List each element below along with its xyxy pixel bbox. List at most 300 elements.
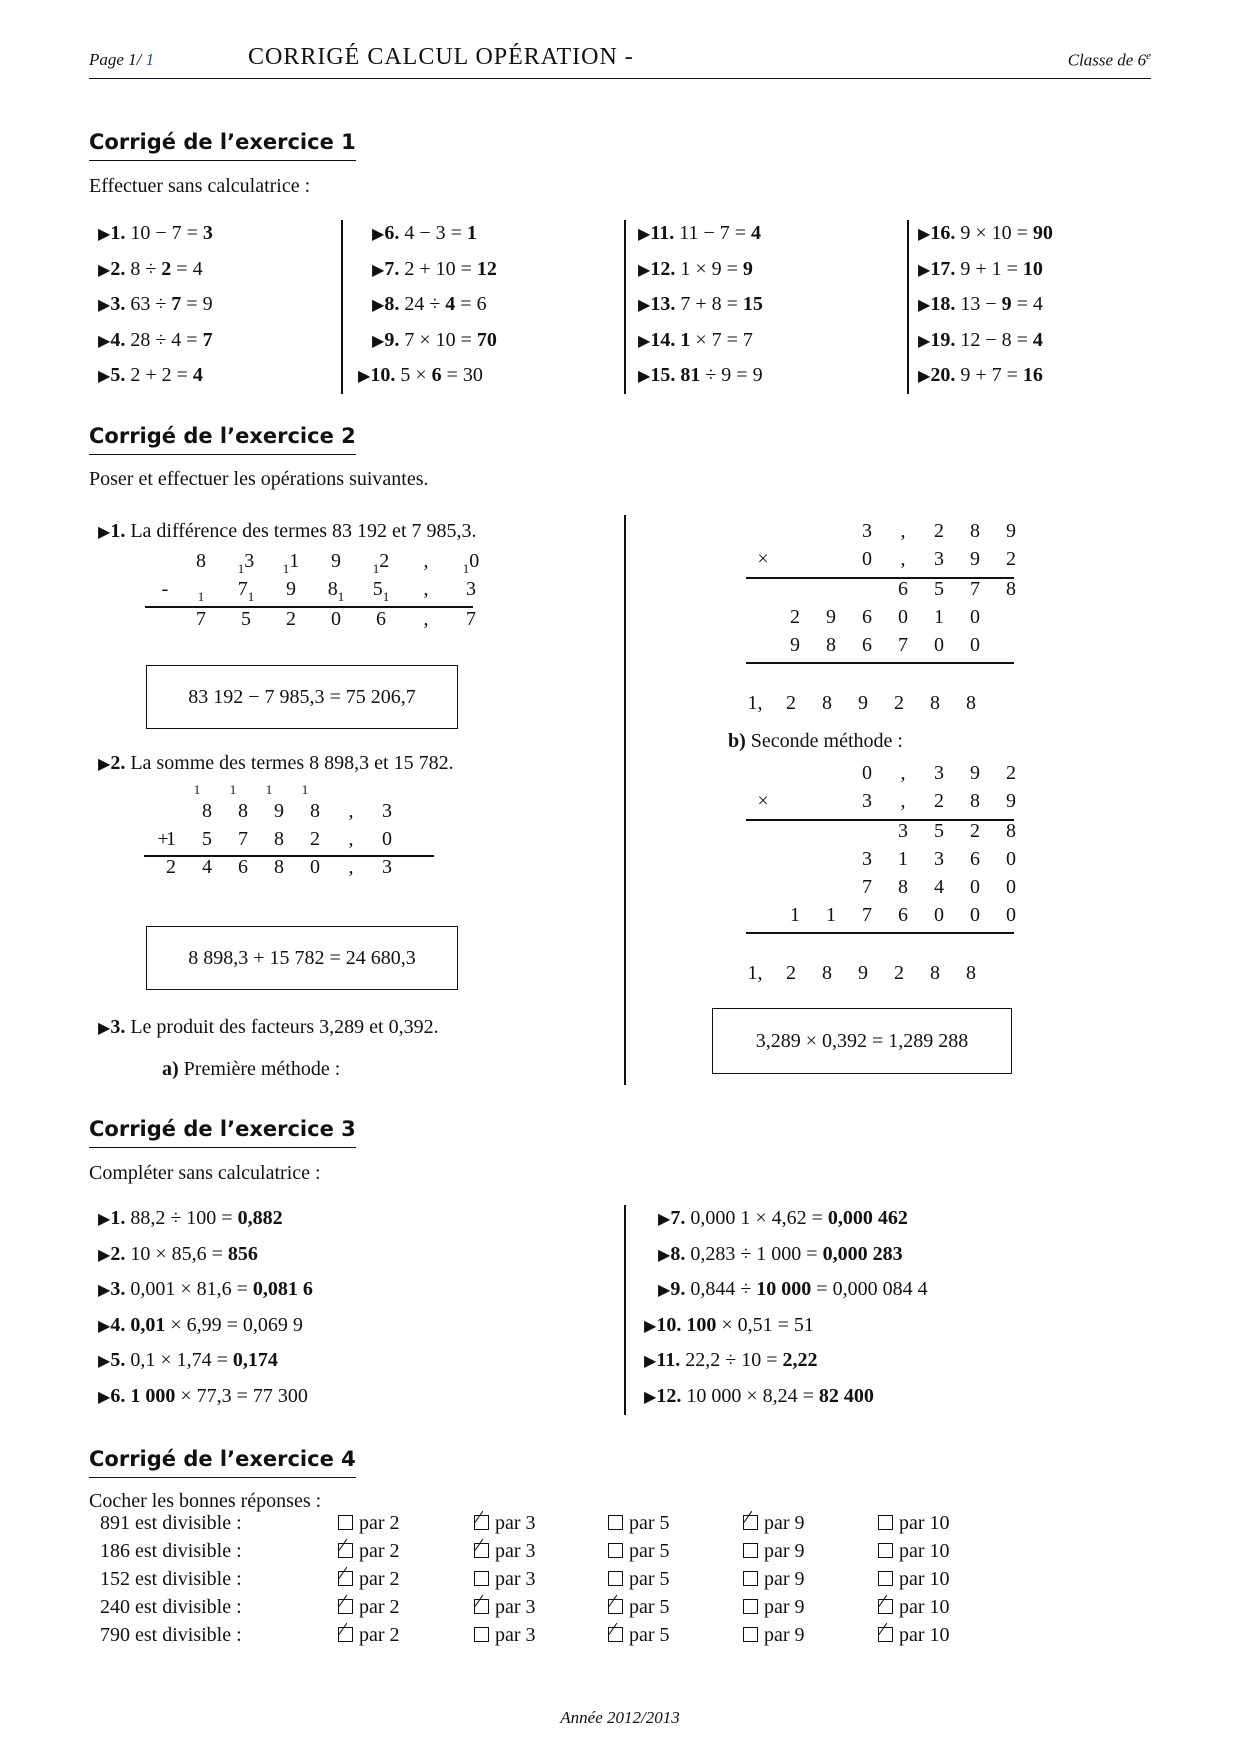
ex1-divider-2 <box>624 220 626 394</box>
partial-product-digit: 1 <box>898 848 908 870</box>
addend-digit: 8 <box>238 800 248 822</box>
triangle-bullet-icon: ▶ <box>638 332 651 350</box>
divisibility-checkbox-option[interactable] <box>474 1624 536 1647</box>
empty-box-icon[interactable] <box>878 1571 893 1586</box>
digit: , <box>423 550 429 572</box>
expression-text: 10 − 7 = <box>130 222 203 244</box>
addend-digit: 2 <box>310 828 320 850</box>
factor-digit: , <box>900 762 906 784</box>
answer-value: 90 <box>1032 222 1053 244</box>
expression-text: 0,000 1 × 4,62 = <box>690 1207 828 1229</box>
empty-box-icon[interactable] <box>608 1515 623 1530</box>
divisibility-checkbox-option[interactable] <box>743 1624 805 1647</box>
expression-text: = 0,000 084 4 <box>811 1278 928 1300</box>
option-label: par 5 <box>629 1596 670 1618</box>
expression-text: 24 ÷ <box>404 293 446 315</box>
triangle-bullet-icon: ▶ <box>98 332 111 350</box>
option-label: par 9 <box>764 1596 805 1618</box>
ex3-item <box>98 1314 303 1337</box>
partial-product-digit: 6 <box>970 848 980 870</box>
option-label: par 3 <box>495 1624 536 1646</box>
partial-product-digit: 5 <box>934 820 944 842</box>
expression-text: = 6 <box>455 293 487 315</box>
operation-sign: - <box>161 578 169 600</box>
triangle-bullet-icon: ▶ <box>918 261 931 279</box>
ex1-item <box>638 293 763 316</box>
expression-text: 2 + 10 = <box>404 257 477 280</box>
product-digit: 9 <box>858 692 868 714</box>
product-digit: 2 <box>786 962 796 984</box>
item-label: 6. <box>110 1384 126 1407</box>
expression-text: 7 + 8 = <box>680 293 743 315</box>
divisibility-checkbox-option[interactable] <box>474 1512 536 1535</box>
option-label: par 2 <box>359 1624 400 1646</box>
divisibility-checkbox-option[interactable] <box>338 1540 400 1563</box>
empty-box-icon[interactable] <box>608 1571 623 1586</box>
partial-product-digit: 3 <box>898 820 908 842</box>
ex3-item <box>658 1243 903 1266</box>
addend-digit: 8 <box>274 828 284 850</box>
empty-box-icon[interactable] <box>474 1627 489 1642</box>
divisibility-checkbox-option[interactable] <box>474 1540 536 1563</box>
expression-text: × 7 = 7 <box>690 328 753 351</box>
difference-digit: 0 <box>331 608 341 630</box>
answer-value: 0,174 <box>232 1349 278 1371</box>
divisibility-checkbox-option[interactable] <box>338 1568 400 1591</box>
factor-digit: , <box>900 548 906 570</box>
partial-product-digit: 0 <box>1006 904 1016 926</box>
checked-box-icon[interactable] <box>608 1599 623 1614</box>
item-label: 7. <box>670 1207 686 1229</box>
checked-box-icon[interactable] <box>878 1627 893 1642</box>
item-label: 8. <box>670 1242 686 1265</box>
expression-text: 1 × 9 = <box>680 257 743 280</box>
multiplication-second-method <box>747 762 1030 984</box>
answer-value: 4 <box>751 222 762 244</box>
ex1-item <box>372 329 497 352</box>
answer-value: 1 <box>466 222 477 244</box>
addend-digit: 3 <box>382 800 392 822</box>
factor-digit: 3 <box>934 762 944 784</box>
digit: 3 <box>244 550 255 572</box>
expression-text: × 0,51 = 51 <box>716 1313 814 1336</box>
ex3-item <box>98 1349 278 1372</box>
page-total-link[interactable]: 1 <box>145 50 155 69</box>
option-label: par 9 <box>764 1540 805 1562</box>
difference-digit: 7 <box>466 608 476 630</box>
ex3-item <box>644 1349 817 1372</box>
triangle-bullet-icon: ▶ <box>644 1353 657 1370</box>
carry-digit: 1 <box>193 782 201 797</box>
ex1-item <box>98 329 213 352</box>
carry-digit: 1 <box>197 589 205 604</box>
answer-value: 81 <box>680 364 701 386</box>
partial-product-digit: 2 <box>970 820 980 842</box>
checked-box-icon[interactable] <box>338 1627 353 1642</box>
ex2-q2-result-box: 8 898,3 + 15 782 = 24 680,3 <box>146 926 458 990</box>
option-label: par 3 <box>495 1568 536 1590</box>
divisibility-checkbox-option[interactable] <box>743 1540 805 1563</box>
ex2-q1: ▶1. La différence des termes 83 192 et 7 985,3. <box>98 520 477 542</box>
triangle-bullet-icon: ▶ <box>644 1317 657 1335</box>
subtrahend-digit <box>451 578 491 601</box>
divisibility-checkbox-option[interactable] <box>743 1596 805 1619</box>
ex2-q2: ▶2. La somme des termes 8 898,3 et 15 782. <box>98 752 454 774</box>
triangle-bullet-icon: ▶ <box>918 368 931 385</box>
triangle-bullet-icon: ▶ <box>918 226 931 243</box>
sum-digit: 8 <box>274 856 284 878</box>
item-label: 6. <box>384 222 400 244</box>
partial-product-digit: 8 <box>826 634 836 656</box>
triangle-bullet-icon: ▶ <box>98 297 111 314</box>
ex1-title: Corrigé de l’exercice 1 <box>89 130 356 161</box>
expression-text: = 4 <box>171 257 203 280</box>
digit: , <box>423 578 429 600</box>
factor-digit: 2 <box>1006 548 1016 570</box>
divisibility-checkbox-option[interactable] <box>474 1568 536 1591</box>
expression-text: 22,2 ÷ 10 = <box>685 1349 783 1371</box>
partial-product-digit: 4 <box>934 876 944 898</box>
expression-text: 0,001 × 81,6 = <box>130 1278 253 1300</box>
ex2-divider <box>624 515 626 1085</box>
answer-value: 10 000 <box>756 1278 812 1300</box>
checked-box-icon[interactable] <box>474 1543 489 1558</box>
item-label: 5. <box>110 364 126 386</box>
item-label: 4. <box>110 1313 126 1336</box>
ex1-item <box>918 222 1053 245</box>
ex4-instruction: Cocher les bonnes réponses : <box>89 1490 322 1512</box>
partial-product-digit: 7 <box>862 904 872 926</box>
operation-sign: × <box>757 790 769 812</box>
ex1-item <box>638 222 761 245</box>
expression-text: 88,2 ÷ 100 = <box>130 1207 238 1229</box>
item-label: 4. <box>110 328 126 351</box>
item-label: 15. <box>650 364 676 386</box>
partial-product-digit: 0 <box>970 634 980 656</box>
addend-digit: , <box>348 800 354 822</box>
item-label: 1. <box>110 222 126 244</box>
checked-box-icon[interactable] <box>743 1515 758 1530</box>
checked-box-icon[interactable] <box>608 1627 623 1642</box>
option-label: par 5 <box>629 1540 670 1562</box>
subtrahend-digit <box>226 578 266 604</box>
answer-value: 10 <box>1022 257 1043 280</box>
divisibility-checkbox-option[interactable] <box>608 1568 670 1591</box>
subtrahend-digit <box>361 578 401 604</box>
triangle-bullet-icon: ▶ <box>372 297 385 314</box>
divisibility-checkbox-option[interactable] <box>608 1512 670 1535</box>
empty-box-icon[interactable] <box>878 1515 893 1530</box>
partial-product-digit: 0 <box>934 634 944 656</box>
divisibility-checkbox-option[interactable] <box>878 1624 950 1647</box>
multiplication-rule <box>746 932 1014 934</box>
ex2-q3: ▶3. Le produit des facteurs 3,289 et 0,392. <box>98 1016 439 1038</box>
partial-product-digit: 7 <box>898 634 908 656</box>
item-label: 20. <box>930 364 956 386</box>
triangle-bullet-icon: ▶ <box>98 226 111 243</box>
ex2-q3-result-box: 3,289 × 0,392 = 1,289 288 <box>712 1008 1012 1074</box>
divisibility-checkbox-option[interactable] <box>608 1540 670 1563</box>
subtrahend-digit <box>316 578 356 604</box>
divisibility-checkbox-option[interactable] <box>878 1512 950 1535</box>
carry-digit: 1 <box>247 589 255 604</box>
ex1-item <box>372 258 497 281</box>
digit: 1 <box>289 550 300 572</box>
partial-product-digit: 8 <box>1006 820 1016 842</box>
product-digit: 1, <box>747 962 763 984</box>
expression-text: 4 − 3 = <box>404 222 467 244</box>
item-label: 1. <box>110 1207 126 1229</box>
checked-box-icon[interactable] <box>338 1571 353 1586</box>
ex3-instruction: Compléter sans calculatrice : <box>89 1162 321 1184</box>
minuend-digit <box>181 550 221 573</box>
item-label: 2. <box>110 257 126 280</box>
divisibility-checkbox-option[interactable] <box>743 1568 805 1591</box>
product-digit: 8 <box>966 962 976 984</box>
addend-digit: 8 <box>202 800 212 822</box>
empty-box-icon[interactable] <box>878 1543 893 1558</box>
answer-value: 4 <box>192 364 203 386</box>
divisibility-row-label: 790 est divisible : <box>100 1624 242 1646</box>
triangle-bullet-icon: ▶ <box>372 332 385 350</box>
digit: 0 <box>469 550 480 572</box>
addition-operation <box>150 782 450 900</box>
partial-product-digit: 1 <box>790 904 800 926</box>
triangle-bullet-icon: ▶ <box>658 1246 671 1264</box>
divisibility-checkbox-option[interactable] <box>743 1512 805 1535</box>
option-label: par 10 <box>899 1568 950 1590</box>
item-label: 11. <box>656 1349 681 1371</box>
item-label: 7. <box>384 257 400 280</box>
sum-digit: 2 <box>166 856 176 878</box>
item-label: 2. <box>110 1242 126 1265</box>
carry-digit: 1 <box>337 589 345 604</box>
expression-text: × 77,3 = 77 300 <box>175 1384 308 1407</box>
factor-digit: 8 <box>970 520 980 542</box>
answer-value: 12 <box>476 257 497 280</box>
answer-value: 2,22 <box>782 1349 818 1371</box>
answer-value: 15 <box>742 293 763 315</box>
triangle-bullet-icon: ▶ <box>98 1211 111 1228</box>
factor-digit: 3 <box>862 790 872 812</box>
expression-text: 12 − 8 = <box>960 328 1033 351</box>
empty-box-icon[interactable] <box>743 1627 758 1642</box>
expression-text: 0,283 ÷ 1 000 = <box>690 1242 823 1265</box>
checked-box-icon[interactable] <box>474 1599 489 1614</box>
answer-value: 9 <box>742 257 753 280</box>
difference-digit: 6 <box>376 608 386 630</box>
expression-text: 2 + 2 = <box>130 364 193 386</box>
partial-product-digit: 8 <box>898 876 908 898</box>
checked-box-icon[interactable] <box>338 1599 353 1614</box>
divisibility-checkbox-option[interactable] <box>878 1540 950 1563</box>
item-label: 3. <box>110 1278 126 1300</box>
sum-digit: 3 <box>382 856 392 878</box>
difference-digit: 7 <box>196 608 206 630</box>
carry-digit: 1 <box>229 782 237 797</box>
factor-digit: 8 <box>970 790 980 812</box>
triangle-bullet-icon: ▶ <box>98 368 111 385</box>
digit: 8 <box>196 550 206 572</box>
expression-text: × 6,99 = 0,069 9 <box>165 1313 303 1336</box>
sum-digit: 6 <box>238 856 248 878</box>
option-label: par 3 <box>495 1596 536 1618</box>
expression-text: 13 − <box>960 293 1002 315</box>
checked-box-icon[interactable] <box>338 1543 353 1558</box>
empty-box-icon[interactable] <box>743 1571 758 1586</box>
minuend-digit <box>316 550 356 573</box>
ex1-divider-3 <box>907 220 909 394</box>
answer-value: 9 <box>1001 293 1012 315</box>
item-label: 12. <box>650 257 676 280</box>
expression-text: = 30 <box>441 364 483 386</box>
partial-product-digit: 7 <box>862 876 872 898</box>
digit: 5 <box>372 578 383 600</box>
triangle-bullet-icon: ▶ <box>638 226 651 243</box>
answer-value: 3 <box>202 222 213 244</box>
ex1-item <box>638 364 763 387</box>
expression-text: 11 − 7 = <box>679 222 752 244</box>
addend-digit: 8 <box>310 800 320 822</box>
factor-digit: 2 <box>1006 762 1016 784</box>
digit: 9 <box>286 578 296 600</box>
empty-box-icon[interactable] <box>338 1515 353 1530</box>
item-label: 8. <box>384 293 400 315</box>
answer-value: 0,01 <box>130 1313 166 1336</box>
digit: 9 <box>331 550 341 572</box>
product-digit: 8 <box>930 692 940 714</box>
triangle-bullet-icon: ▶ <box>658 1282 671 1299</box>
ex1-item <box>918 258 1043 281</box>
partial-product-digit: 6 <box>862 634 872 656</box>
answer-value: 0,081 6 <box>252 1278 313 1300</box>
multiplication-rule <box>746 662 1014 664</box>
item-label: 13. <box>650 293 676 315</box>
answer-value: 70 <box>476 328 497 351</box>
expression-text: 9 + 1 = <box>960 257 1023 280</box>
product-digit: 2 <box>894 962 904 984</box>
expression-text: = 9 <box>181 293 213 315</box>
minuend-digit <box>226 550 266 576</box>
addend-digit: 7 <box>238 828 248 850</box>
addend-digit: 1 <box>166 828 176 850</box>
addend-digit: 9 <box>274 800 284 822</box>
item-label: 11. <box>650 222 675 244</box>
product-digit: 8 <box>966 692 976 714</box>
expression-text: 28 ÷ 4 = <box>130 328 203 351</box>
factor-digit: 9 <box>970 548 980 570</box>
divisibility-checkbox-option[interactable] <box>608 1624 670 1647</box>
answer-value: 2 <box>161 257 172 280</box>
ex1-item <box>358 364 483 387</box>
answer-value: 856 <box>227 1242 258 1265</box>
carry-digit: 1 <box>301 782 309 797</box>
item-label: 9. <box>384 328 400 351</box>
option-label: par 5 <box>629 1512 670 1534</box>
checked-box-icon[interactable] <box>474 1515 489 1530</box>
empty-box-icon[interactable] <box>743 1543 758 1558</box>
operation-sign: + <box>157 828 169 850</box>
item-label: 10. <box>370 364 396 386</box>
divisibility-checkbox-option[interactable] <box>878 1596 950 1619</box>
product-digit: 1, <box>747 692 763 714</box>
factor-digit: , <box>900 790 906 812</box>
empty-box-icon[interactable] <box>608 1543 623 1558</box>
triangle-bullet-icon: ▶ <box>98 1353 111 1370</box>
addend-digit: 5 <box>202 828 212 850</box>
ex3-item <box>98 1207 283 1230</box>
option-label: par 9 <box>764 1512 805 1534</box>
partial-product-digit: 6 <box>862 606 872 628</box>
expression-text: 8 ÷ <box>130 257 162 280</box>
partial-product-digit: 1 <box>826 904 836 926</box>
option-label: par 10 <box>899 1540 950 1562</box>
partial-product-digit: 1 <box>934 606 944 628</box>
digit: 7 <box>237 578 248 600</box>
divisibility-checkbox-option[interactable] <box>338 1596 400 1619</box>
factor-digit: 2 <box>934 520 944 542</box>
divisibility-checkbox-option[interactable] <box>338 1512 400 1535</box>
divisibility-checkbox-option[interactable] <box>608 1596 670 1619</box>
partial-product-digit: 0 <box>970 876 980 898</box>
ex1-item <box>98 222 213 245</box>
partial-product-digit: 7 <box>970 578 980 600</box>
difference-digit: , <box>423 608 429 630</box>
ex3-item <box>98 1278 313 1301</box>
checked-box-icon[interactable] <box>878 1599 893 1614</box>
carry-digit: 1 <box>462 561 470 576</box>
subtrahend-digit <box>181 578 221 604</box>
factor-digit: , <box>900 520 906 542</box>
partial-product-digit: 0 <box>1006 848 1016 870</box>
option-label: par 3 <box>495 1540 536 1562</box>
option-label: par 2 <box>359 1512 400 1534</box>
triangle-bullet-icon: ▶ <box>638 261 651 279</box>
expression-text: 0,844 ÷ <box>690 1278 757 1300</box>
factor-digit: 9 <box>1006 790 1016 812</box>
divisibility-row-label: 152 est divisible : <box>100 1568 242 1590</box>
divisibility-checkbox-option[interactable] <box>878 1568 950 1591</box>
divisibility-checkbox-option[interactable] <box>474 1596 536 1619</box>
subtrahend-digit <box>271 578 311 601</box>
expression-text: = 4 <box>1011 293 1043 315</box>
carry-digit: 1 <box>282 561 290 576</box>
answer-value: 4 <box>1032 328 1043 351</box>
answer-value: 100 <box>686 1313 717 1336</box>
triangle-bullet-icon: ▶ <box>918 297 931 314</box>
factor-digit: 0 <box>862 762 872 784</box>
option-label: par 2 <box>359 1596 400 1618</box>
empty-box-icon[interactable] <box>474 1571 489 1586</box>
triangle-bullet-icon: ▶ <box>98 261 111 279</box>
partial-product-digit: 2 <box>790 606 800 628</box>
option-label: par 10 <box>899 1512 950 1534</box>
ex1-item <box>918 293 1043 316</box>
subtrahend-digit <box>406 578 446 601</box>
answer-value: 0,000 462 <box>827 1207 908 1229</box>
ex2-q3a: a) Première méthode : <box>162 1058 341 1080</box>
footer-year: Année 2012/2013 <box>560 1708 680 1727</box>
triangle-bullet-icon: ▶ <box>98 1317 111 1335</box>
ex3-divider <box>624 1205 626 1415</box>
answer-value: 1 000 <box>130 1384 176 1407</box>
partial-product-digit: 0 <box>898 606 908 628</box>
divisibility-checkbox-option[interactable] <box>338 1624 400 1647</box>
difference-digit: 2 <box>286 608 296 630</box>
partial-product-digit: 0 <box>970 904 980 926</box>
empty-box-icon[interactable] <box>743 1599 758 1614</box>
sum-digit: 0 <box>310 856 320 878</box>
